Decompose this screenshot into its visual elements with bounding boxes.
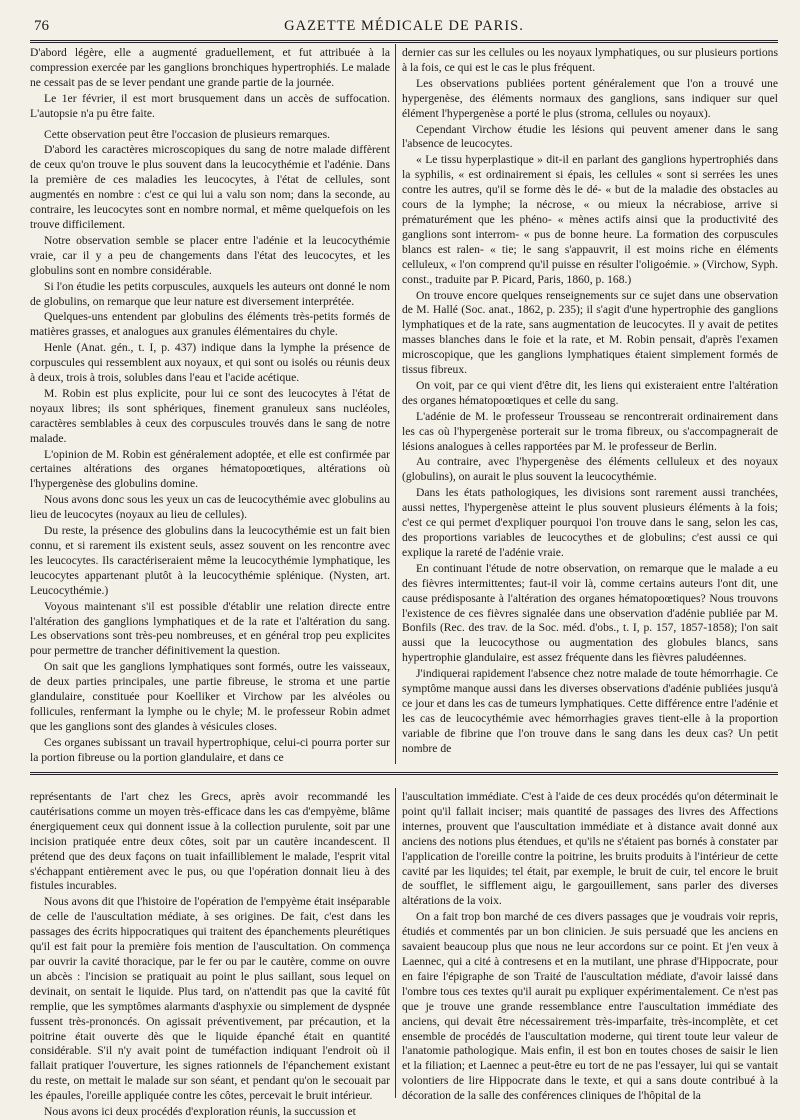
running-title: GAZETTE MÉDICALE DE PARIS. (284, 18, 524, 34)
paragraph: On trouve encore quelques renseignements sur ce sujet dans une observation de M. Hallé (Soc. anat., 1862, p. 235); il s'agit d'une hypertrophie des ganglions lymphatiques et de la rate, sans augmentation de leucocytes. Il y avait de petites masses blanches dans le foie et la rate, et M. Robin pensait, d'après l'examen microscopique, que les ganglions lymphatiques étaient simplement formés de tissus fibreux. (402, 288, 778, 377)
paragraph: Nous avons donc sous les yeux un cas de leucocythémie avec globulins au lieu de leucocytes (noyaux au lieu de cellules). (30, 493, 390, 522)
column-divider-bottom (395, 788, 396, 1098)
paragraph: Notre observation semble se placer entre l'adénie et la leucocythémie vraie, car il y a peu de changements dans l'état des leucocytes, et les globulins sont en nombre considérable. (30, 233, 390, 277)
paragraph: Quelques-uns entendent par globulins des éléments très-petits formés de matières grasses, et analogues aux granules élémentaires du chyle. (30, 310, 390, 339)
paragraph: Cependant Virchow étudie les lésions qui peuvent amener dans le sang l'absence de leucocytes. (402, 122, 778, 151)
paragraph: représentants de l'art chez les Grecs, après avoir recommandé les cautérisations comme un moyen très-efficace dans les cas d'empyème, blâme énergiquement ceux qui donnent issue à la collection purulente, soit par une incision pratiquée entre deux côtes, soit par un cautère incandescent. Il prétend que des deux façons on tuait infailliblement le malade, l'esprit vital s'échappant entièrement avec le pus, ou que l'opération donnait lieu à des fistules incurables. (30, 790, 390, 893)
paragraph: l'auscultation immédiate. C'est à l'aide de ces deux procédés qu'on déterminait le point qu'il fallait inciser; mais quantité de passages des livres des Affections internes, prouvent que l'auscultation immédiate et à distance avait donné aux anciens des notions plus étendues, et qu'ils ne s'étaient pas bornés à constater par l'application de l'oreille contre la poitrine, les bruits produits à l'intérieur de cette cavité par les liquides; tel était, par exemple, le bruit de cuir, tel encore le bruit de soufflet, le sifflement aigu, le gargouillement, sans parler des diverses altérations de la voix. (402, 790, 778, 908)
paragraph: dernier cas sur les cellules ou les noyaux lymphatiques, ou sur plusieurs portions à la fois, ce qui est le cas le plus fréquent. (402, 46, 778, 74)
page-number: 76 (34, 18, 49, 34)
column-bottom-left (30, 790, 390, 1119)
paragraph: En continuant l'étude de notre observation, on remarque que le malade a eu des fièvres intermittentes; faut-il voir là, comme certains auteurs l'ont dit, une cause prédisposante à l'altération des organes hématopoœtiques? Nous trouvons l'existence de ces fièvres signalée dans une observation d'adénie publiée par M. Bonfils (Rec. des trav. de la Soc. méd. d'obs., t. I, p. 157, 1857-1858); l'on sait aussi que la leucocythose ou augmentation des globules blancs, sans hypertrophie glandulaire, est assez fréquente dans les fièvres paludéennes. (402, 561, 778, 665)
paragraph: Henle (Anat. gén., t. I, p. 437) indique dans la lymphe la présence de corpuscules qui ressemblent aux noyaux, et qui sont ou isolés ou réunis deux à deux, trois à trois, solubles dans l'eau et l'acide acétique. (30, 341, 390, 385)
header-rule (30, 40, 778, 43)
paragraph: Le 1er février, il est mort brusquement dans un accès de suffocation. L'autopsie n'a pu être faite. (30, 91, 390, 120)
column-top-right (402, 46, 778, 756)
paragraph: Les observations publiées portent généralement que l'on a trouvé une hypergenèse, des éléments normaux des ganglions, sans indiquer sur quel élément l'hypergenèse a porté le plus (stroma, cellules ou noyaux). (402, 76, 778, 120)
paragraph: D'abord les caractères microscopiques du sang de notre malade diffèrent de ceux qu'on trouve le plus souvent dans la leucocythémie et l'adénie. Dans la première de ces maladies les leucocytes, à l'état de cellules, sont augmentés en nombre : c'est ce qui lui a valu son nom; dans la seconde, au contraire, les leucocytes sont en nombre normal, et même quelquefois on les trouve difficilement. (30, 143, 390, 231)
page-header (30, 14, 778, 38)
paragraph: L'adénie de M. le professeur Trousseau se rencontrerait ordinairement dans les cas où l'hypergenèse porterait sur le troma fibreux, ou s'accompagnerait de lésions analogues à celles rapportées par M. le professeur de Berlin. (402, 409, 778, 453)
paragraph: On a fait trop bon marché de ces divers passages que je voudrais voir repris, étudiés et commentés par un bon clinicien. Je suis persuadé que les anciens en savaient beaucoup plus que nous ne leur accordons sur ce point. Et j'en veux à Laennec, qui a cité à contresens et en la mutilant, une phrase d'Hippocrate, pour en faire l'épigraphe de son Traité de l'auscultation médiate, d'avoir laissé dans l'ombre tous ces textes qu'il aurait pu expliquer expérimentalement. Ce n'est pas que je trouve une grande ressemblance entre l'auscultation immédiate des anciens, qui devait être nécessairement très-imparfaite, très-incomplète, et cet ensemble de procédés de l'auscultation moderne, qui tirent toute leur valeur de l'anatomie pathologique. Mais enfin, il est bon en toutes choses de saisir le lien et la filiation; et Laennec a peut-être eu tort de ne pas l'essayer, lui qui se vantait volontiers de lire Hippocrate dans le texte, et qui a sans doute contribué à la décoration de la salle des conférences cliniques de l'hôpital de la (402, 910, 778, 1103)
column-top-left (30, 46, 390, 764)
paragraph: Ces organes subissant un travail hypertrophique, celui-ci pourra porter sur la portion fibreuse ou la portion glandulaire, et dans ce (30, 735, 390, 764)
paragraph: Nous avons dit que l'histoire de l'opération de l'empyème était inséparable de celle de l'auscultation médiate, à ses origines. De fait, c'est dans les passages des écrits hippocratiques qui traitent des épanchements pleurétiques qu'il est fait pour la première fois mention de l'auscultation. On commença par ouvrir la cavité thoracique, par le fer ou par le cautère, comme on ouvre un abcès : l'incision se pratiquait au point le plus saillant, sous lequel on devinait, on sentait le liquide. Plus tard, on n'attendit pas que la cavité fût remplie, que les symptômes alarmants d'asphyxie ou simplement de dyspnée fussent très-prononcés. On agissait préventivement, par précaution, et la poitrine était ouverte dès que le liquide épanché était en quantité considérable. S'il n'y avait point de tuméfaction indiquant l'endroit où il fallait pratiquer l'ouverture, les signes rationnels de l'épanchement existant du reste, on mettait le malade sur son séant, et pendant qu'on le secouait par les épaules, l'oreille appliquée contre les côtes, percevait le bruit intérieur. (30, 895, 390, 1103)
paragraph: Dans les états pathologiques, les divisions sont rarement aussi tranchées, aussi nettes, l'hypergenèse atteint le plus souvent plusieurs éléments à la fois; c'est ce qui permet d'expliquer pourquoi l'on trouve dans le sang, selon les cas, des proportions variables de leucocythes et de globulins; c'est aussi ce qui explique la rareté de l'adénie vraie. (402, 486, 778, 559)
paragraph: M. Robin est plus explicite, pour lui ce sont des leucocytes à l'état de noyaux libres; ils sont sphériques, finement granuleux sans nucléoles, caractères semblables à ceux des corpuscules trouvés dans le sang de notre malade. (30, 386, 390, 445)
paragraph: Au contraire, avec l'hypergenèse des éléments celluleux et des noyaux (globulins), on aurait le plus souvent la leucocythémie. (402, 455, 778, 484)
paragraph: Nous avons ici deux procédés d'exploration réunis, la succussion et (44, 1105, 356, 1119)
section-rule (30, 772, 778, 775)
paragraph: J'indiquerai rapidement l'absence chez notre malade de toute hémorrhagie. Ce symptôme manque aussi dans les diverses observations d'adénie publiées jusqu'à ce jour et dans les cas de tumeurs lymphatiques. Cette différence entre l'adénie et les cas de leucocythémie avec hémorrhagies graves tient-elle à la proportion variable de fibrine que l'on trouve dans le sang dans les deux cas? Un petit nombre de (402, 667, 778, 755)
paragraph: Si l'on étudie les petits corpuscules, auxquels les auteurs ont donné le nom de globulins, on remarque que leur nature est diversement interprétée. (30, 279, 390, 308)
paragraph: On voit, par ce qui vient d'être dit, les liens qui existeraient entre l'altération des organes hématopoœtiques et celle du sang. (402, 378, 778, 407)
paragraph: D'abord légère, elle a augmenté graduellement, et fut attribuée à la compression exercée par les ganglions bronchiques hypertrophiés. Le malade ne cessait pas de se lever pendant une grande partie de la journée. (30, 46, 390, 89)
paragraph: Du reste, la présence des globulins dans la leucocythémie est un fait bien connu, et si rarement ils existent seuls, assez souvent on les rencontre avec les leucocytes. Ils caractériseraient même la leucocythémie lymphatique, les leucocytes appartenant plutôt à la leucocythémie splénique. (Nysten, art. Leucocythémie.) (30, 524, 390, 597)
paragraph: L'opinion de M. Robin est généralement adoptée, et elle est confirmée par certaines altérations des organes hématopoœtiques, altérations où l'hypergenèse des globulins domine. (30, 447, 390, 491)
paragraph: Cette observation peut être l'occasion de plusieurs remarques. (44, 127, 331, 141)
column-bottom-right (402, 790, 778, 1103)
paragraph: « Le tissu hyperplastique » dit-il en parlant des ganglions hypertrophiés dans la syphilis, « est ordinairement si épais, les cellules « sont si serrées les unes contre les autres, qu'il se forme dès le dé- « but de la maladie des obstacles au cours de la lymphe; la nécrose, « ou mieux la nécrabiose, arrive si prématurément que les phéno- « mènes actifs ainsi que la productivité des ganglions sont interrom- « pus de bonne heure. La formation des corpuscules blancs est ralen- « tie; le sang s'appauvrit, il est moins riche en éléments celluleux, « l'on comprend qu'il puisse en résulter l'oligoémie. » (Virchow, Syph. const., traduite par P. Picard, Paris, 1860, p. 168.) (402, 153, 778, 286)
paragraph: On sait que les ganglions lymphatiques sont formés, outre les vaisseaux, de deux parties principales, une partie fibreuse, le stroma et une partie glandulaire, constituée pour Koelliker et Virchow par les alvéoles ou follicules, renfermant la lymphe ou le chyle; M. le professeur Robin admet que les ganglions sont des glandes à vésicules closes. (30, 660, 390, 733)
paragraph: Voyous maintenant s'il est possible d'établir une relation directe entre l'altération des ganglions lymphatiques et de la rate et l'altération du sang. Les observations sont très-peu nombreuses, et en général trop peu explicites pour permettre de trancher définitivement la question. (30, 599, 390, 658)
column-divider-top (395, 44, 396, 764)
